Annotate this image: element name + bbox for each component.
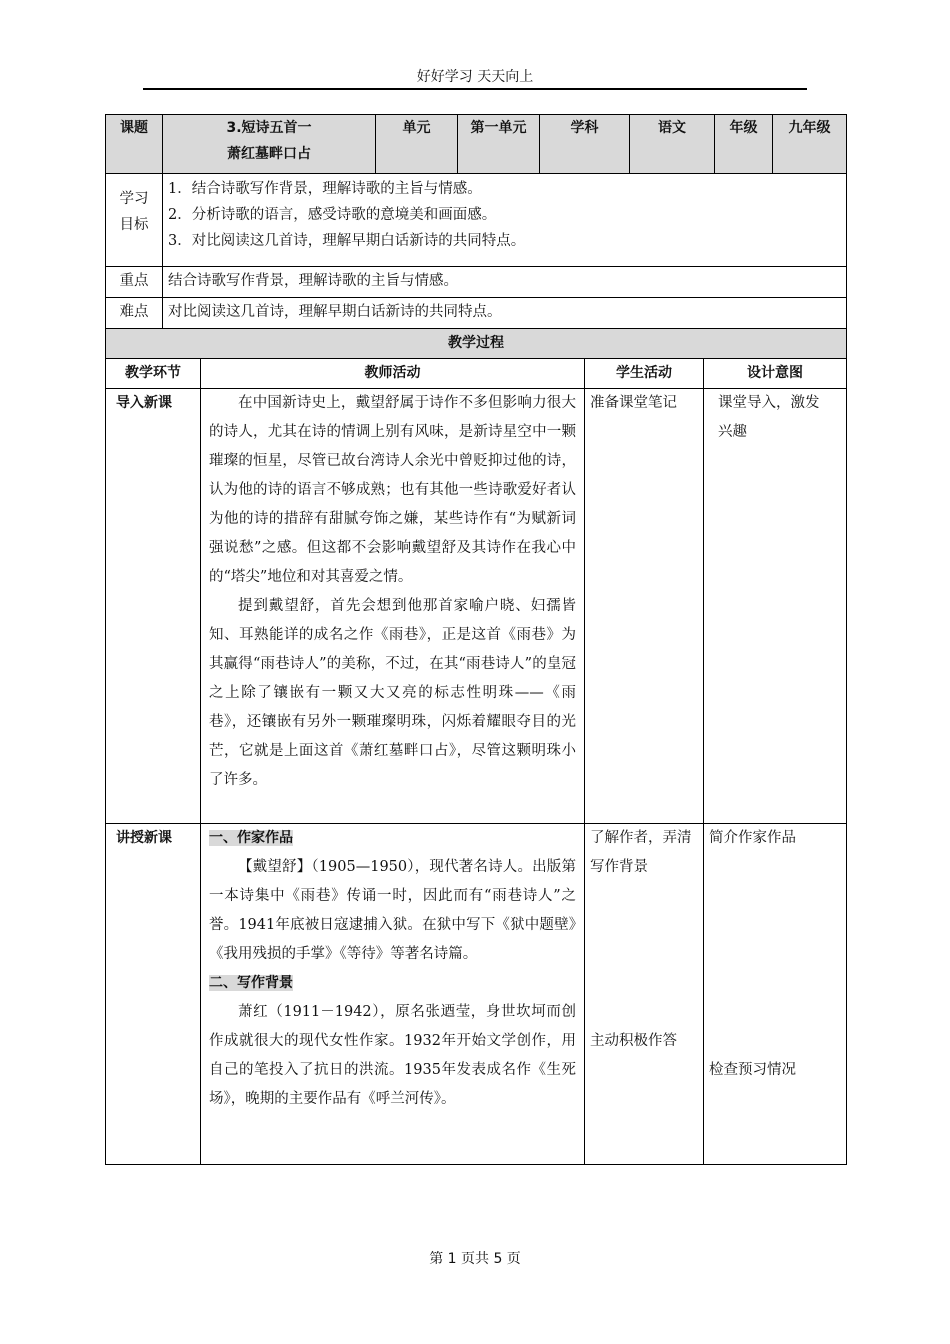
subject-label: 学科 (540, 115, 630, 174)
process-title: 教学过程 (106, 329, 847, 359)
section-heading: 一、作家作品 (209, 830, 293, 846)
topic-label: 课题 (106, 115, 163, 174)
page-footer: 第 1 页共 5 页 (429, 1251, 521, 1267)
goals-label (106, 174, 163, 267)
table-row (106, 824, 847, 1165)
lecture-design-intent (704, 824, 847, 1165)
intro-teacher-activity (201, 389, 585, 824)
section-text: 【戴望舒】（1905—1950），现代著名诗人。出版第一本诗集中《雨巷》传诵一时，因此而有“雨巷诗人”之誉。1941年底被日寇逮捕入狱。在狱中写下《狱中题壁》《我用残损的手掌》《等待》等著名诗篇。 (209, 859, 576, 962)
lecture-student-activity (585, 824, 704, 1165)
intro-paragraph: 提到戴望舒，首先会想到他那首家喻户晓、妇孺皆知、耳熟能详的成名之作《雨巷》，正是这首《雨巷》为其赢得“雨巷诗人”的美称，不过，在其“雨巷诗人”的皇冠之上除了镶嵌有一颗又大又亮的标志性明珠——《雨巷》，还镶嵌有另外一颗璀璨明珠，闪烁着耀眼夺目的光芒，它就是上面这首《萧红墓畔口占》，尽管这颗明珠小了许多。 (209, 598, 576, 788)
student-activity-item: 主动积极作答 (590, 1033, 677, 1049)
goal-item: 1．结合诗歌写作背景，理解诗歌的主旨与情感。 (168, 181, 482, 197)
grade-label: 年级 (715, 115, 773, 174)
section-text: 萧红（1911－1942），原名张迺莹，身世坎坷而创作成就很大的现代女性作家。1932年开始文学创作，用自己的笔投入了抗日的洪流。1935年发表成名作《生死场》，晚期的主要作品有《呼兰河传》。 (209, 1004, 576, 1107)
intro-design-intent: 课堂导入，激发兴趣 (704, 389, 847, 824)
goal-item: 2．分析诗歌的语言，感受诗歌的意境美和画面感。 (168, 207, 497, 223)
topic-line-1: 3.短诗五首一 (226, 120, 312, 136)
column-header: 教学环节 (106, 359, 201, 389)
goal-item: 3．对比阅读这几首诗，理解早期白话新诗的共同特点。 (168, 233, 526, 249)
intro-student-activity: 准备课堂笔记 (585, 389, 704, 824)
lesson-info-table (105, 114, 847, 329)
page-header: 好好学习 天天向上 (416, 69, 534, 85)
stage-lecture: 讲授新课 (106, 824, 201, 1165)
goals-label-line-1: 学习 (119, 191, 149, 207)
table-row (106, 389, 847, 824)
header-divider (143, 88, 807, 90)
column-header: 设计意图 (704, 359, 847, 389)
difficulty-label: 难点 (106, 298, 163, 329)
topic-line-2: 萧红墓畔口占 (227, 146, 311, 162)
grade-value: 九年级 (773, 115, 847, 174)
key-point-label: 重点 (106, 267, 163, 298)
design-intent-item: 检查预习情况 (709, 1062, 796, 1078)
section-heading: 二、写作背景 (209, 975, 293, 991)
column-header: 学生活动 (585, 359, 704, 389)
teaching-process-table (105, 328, 847, 1165)
student-activity-item: 了解作者，弄清写作背景 (590, 830, 692, 875)
subject-value: 语文 (630, 115, 715, 174)
goals-label-line-2: 目标 (119, 217, 149, 233)
intro-paragraph: 在中国新诗史上，戴望舒属于诗作不多但影响力很大的诗人，尤其在诗的情调上别有风味，是新诗星空中一颗璀璨的恒星，尽管已故台湾诗人余光中曾贬抑过他的诗，认为他的诗的语言不够成熟；也有其他一些诗歌爱好者认为他的诗的措辞有甜腻夸饰之嫌，某些诗作有“为赋新词强说愁”之感。但这都不会影响戴望舒及其诗作在我心中的“塔尖”地位和对其喜爱之情。 (209, 395, 576, 585)
column-header: 教师活动 (201, 359, 585, 389)
unit-label: 单元 (376, 115, 458, 174)
key-point-value: 结合诗歌写作背景，理解诗歌的主旨与情感。 (163, 267, 847, 298)
unit-value: 第一单元 (458, 115, 540, 174)
difficulty-value: 对比阅读这几首诗，理解早期白话新诗的共同特点。 (163, 298, 847, 329)
stage-intro: 导入新课 (106, 389, 201, 824)
topic-value (163, 115, 376, 174)
lecture-teacher-activity (201, 824, 585, 1165)
goals-list (163, 174, 847, 267)
design-intent-item: 简介作家作品 (709, 830, 796, 846)
